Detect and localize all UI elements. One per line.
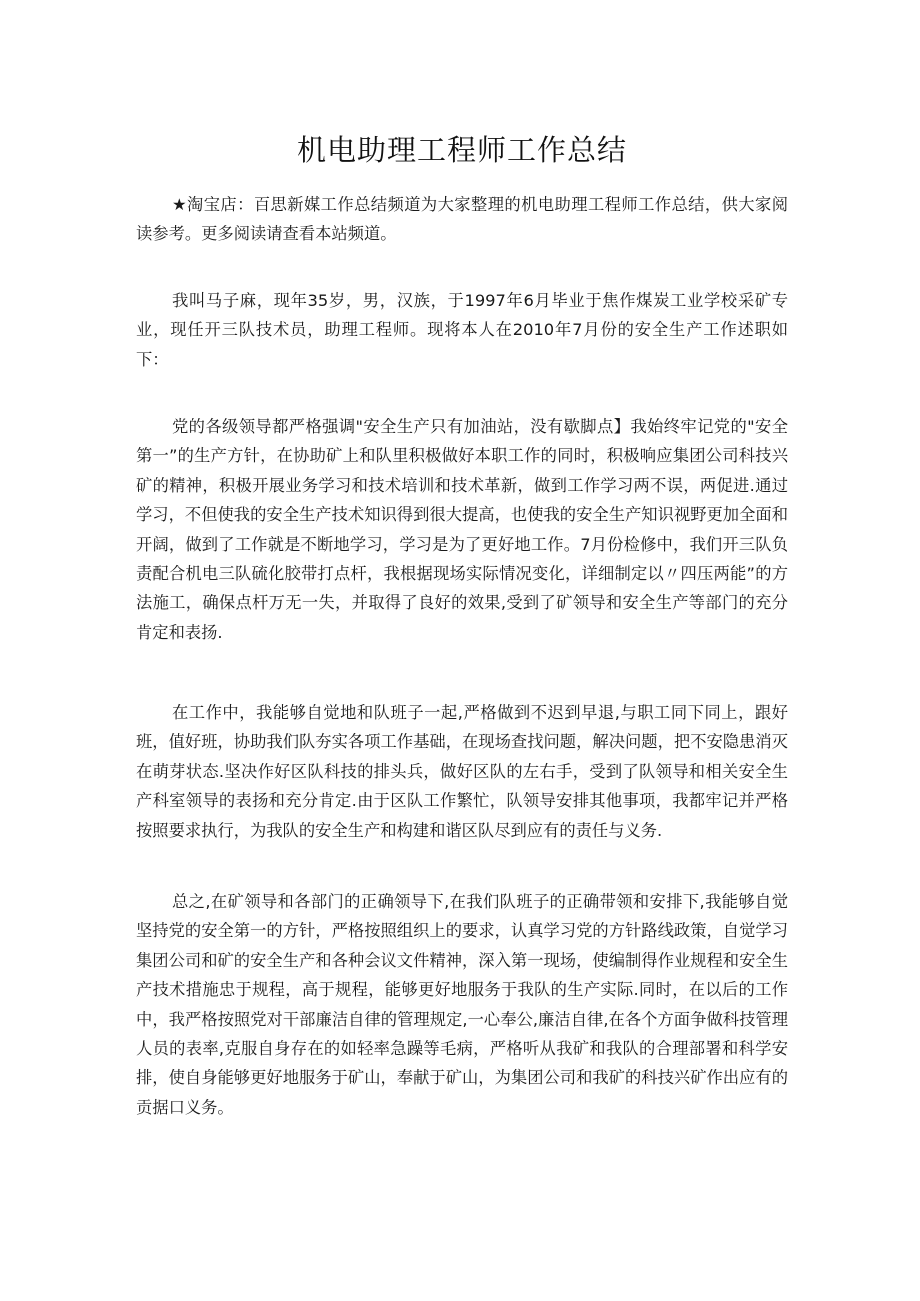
body-paragraph-2: 党的各级领导都严格强调"安全生产只有加油站，没有歇脚点】我始终牢记党的"安全第一”的生产方针，在协助矿上和队里积极做好本职工作的同时，积极响应集团公司科技兴矿的精神，积极开展业务学习和技术培训和技术革新，做到工作学习两不误，两促进.通过学习，不但使我的安全生产技术知识得到很大提高，也使我的安全生产知识视野更加全面和开阔，做到了工作就是不断地学习，学习是为了更好地工作。7月份检修中，我们开三队负责配合机电三队硫化胶带打点杆，我根据现场实际情况变化，详细制定以〃四压两能”的方法施工，确保点杆万无一失，并取得了良好的效果,受到了矿领导和安全生产等部门的充分肯定和表扬. (136, 417, 788, 642)
document-title: 机电助理工程师工作总结 (296, 133, 627, 167)
body-paragraph-3: 在工作中，我能够自觉地和队班子一起,严格做到不迟到早退,与职工同下同上，跟好班，值好班，协助我们队夯实各项工作基础，在现场查找问题，解决问题，把不安隐患消灭在萌芽状态.坚决作好区队科技的排头兵，做好区队的左右手，受到了队领导和相关安全生产科室领导的表扬和充分肯定.由于区队工作繁忙，队领导安排其他事项，我都牢记并严格按照要求执行，为我队的安全生产和构建和谐区队尽到应有的责任与义务. (136, 703, 788, 840)
body-paragraph-4: 总之,在矿领导和各部门的正确领导下,在我们队班子的正确带领和安排下,我能够自觉坚持党的安全第一的方针，严格按照组织上的要求，认真学习党的方针路线政策，自觉学习集团公司和矿的安全生产和各种会议文件精神，深入第一现场，使编制得作业规程和安全生产技术措施忠于规程，高于规程，能够更好地服务于我队的生产实际.同时，在以后的工作中，我严格按照党对干部廉洁自律的管理规定,一心奉公,廉洁自律,在各个方面争做科技管理人员的表率,克服自身存在的如轻率急躁等毛病，严格听从我矿和我队的合理部署和科学安排，使自身能够更好地服务于矿山，奉献于矿山，为集团公司和我矿的科技兴矿作出应有的贡据口义务。 (136, 892, 788, 1117)
body-paragraph-1: 我叫马子麻，现年35岁，男，汉族，于1997年6月毕业于焦作煤炭工业学校采矿专业，现任开三队技术员，助理工程师。现将本人在2010年7月份的安全生产工作述职如下： (136, 291, 788, 369)
intro-paragraph: ★淘宝店：百思新媒工作总结频道为大家整理的机电助理工程师工作总结，供大家阅读参考。更多阅读请查看本站频道。 (136, 195, 788, 244)
